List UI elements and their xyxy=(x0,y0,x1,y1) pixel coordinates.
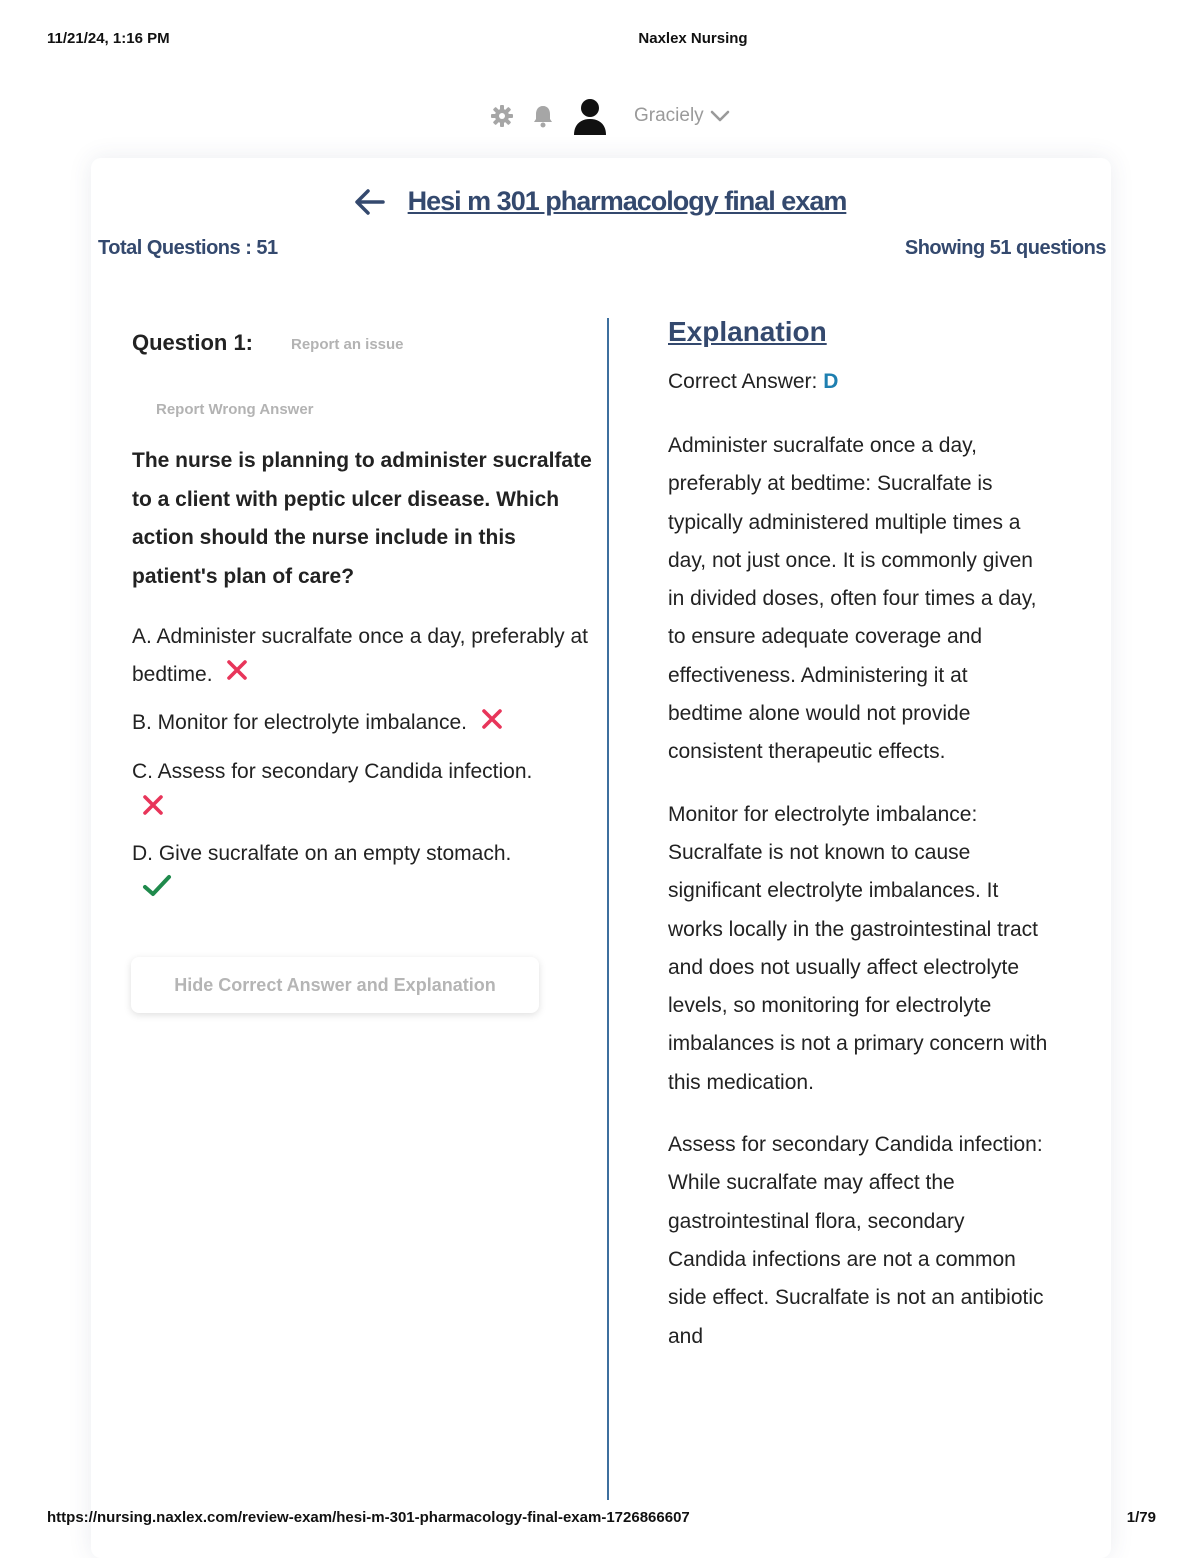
user-icon xyxy=(572,97,608,135)
exam-title-link[interactable]: Hesi m 301 pharmacology final exam xyxy=(407,186,847,216)
incorrect-x-icon xyxy=(142,791,592,825)
print-site-title: Naxlex Nursing xyxy=(638,30,748,47)
print-page-number: 1/79 xyxy=(1126,1509,1156,1526)
option-c-text: C. Assess for secondary Candida infection. xyxy=(132,759,533,783)
correct-check-icon xyxy=(142,873,592,907)
explanation-paragraph: Administer sucralfate once a day, preferably at bedtime: Sucralfate is typically administered multiple times a day, not just once. It is commonly given in divided doses, often four times a day, to ensure adequate coverage and effectiveness. Administering it at bedtime alone would not provide consistent therapeutic effects. xyxy=(668,434,1037,764)
column-divider xyxy=(607,318,609,1500)
print-datetime: 11/21/24, 1:16 PM xyxy=(47,30,170,47)
report-wrong-answer-link[interactable]: Report Wrong Answer xyxy=(156,401,314,418)
avatar[interactable] xyxy=(572,97,608,135)
incorrect-x-icon xyxy=(226,656,248,694)
option-b[interactable] xyxy=(132,704,592,742)
option-b-text: B. Monitor for electrolyte imbalance. xyxy=(132,711,467,735)
showing-questions: Showing 51 questions xyxy=(904,237,1106,259)
total-questions: Total Questions : 51 xyxy=(98,237,278,259)
correct-answer-label: Correct Answer: xyxy=(668,370,818,393)
exam-title-row xyxy=(0,186,1200,226)
option-d[interactable] xyxy=(132,835,592,907)
explanation-body xyxy=(668,427,1048,1380)
explanation-paragraph: Monitor for electrolyte imbalance: Sucralfate is not known to cause significant electrolyte imbalances. It works locally in the gastrointestinal tract and does not usually affect electrolyte levels, so monitoring for electrolyte imbalances is not a primary concern with this medication. xyxy=(668,802,1048,1094)
user-bar xyxy=(490,96,730,136)
question-label: Question 1: xyxy=(132,330,254,355)
print-header xyxy=(0,30,1200,50)
correct-answer-line xyxy=(668,370,838,394)
report-issue-link[interactable]: Report an issue xyxy=(291,336,404,353)
username[interactable]: Graciely xyxy=(634,105,704,126)
option-c[interactable] xyxy=(132,753,592,825)
correct-answer-value: D xyxy=(823,370,839,393)
answer-options xyxy=(132,618,592,917)
incorrect-x-icon xyxy=(481,705,503,743)
arrow-left-icon[interactable] xyxy=(354,188,386,216)
option-a-text: A. Administer sucralfate once a day, preferably at bedtime. xyxy=(132,625,589,686)
explanation-paragraph: Assess for secondary Candida infection: While sucralfate may affect the gastrointestinal flora, secondary Candida infections are not a common side effect. Sucralfate is not an antibiotic and xyxy=(668,1133,1044,1348)
print-url: https://nursing.naxlex.com/review-exam/hesi-m-301-pharmacology-final-exam-1726866607 xyxy=(47,1509,690,1526)
explanation-heading: Explanation xyxy=(668,316,827,347)
bell-icon[interactable] xyxy=(532,104,554,128)
gear-icon[interactable] xyxy=(490,104,514,128)
option-d-text: D. Give sucralfate on an empty stomach. xyxy=(132,841,512,865)
question-text: The nurse is planning to administer sucralfate to a client with peptic ulcer disease. Which action should the nurse include in this patient's plan of care? xyxy=(132,449,592,588)
print-footer xyxy=(0,1509,1200,1529)
chevron-down-icon[interactable] xyxy=(710,109,730,123)
option-a[interactable] xyxy=(132,618,592,694)
hide-answer-explanation-button[interactable]: Hide Correct Answer and Explanation xyxy=(131,957,539,1013)
